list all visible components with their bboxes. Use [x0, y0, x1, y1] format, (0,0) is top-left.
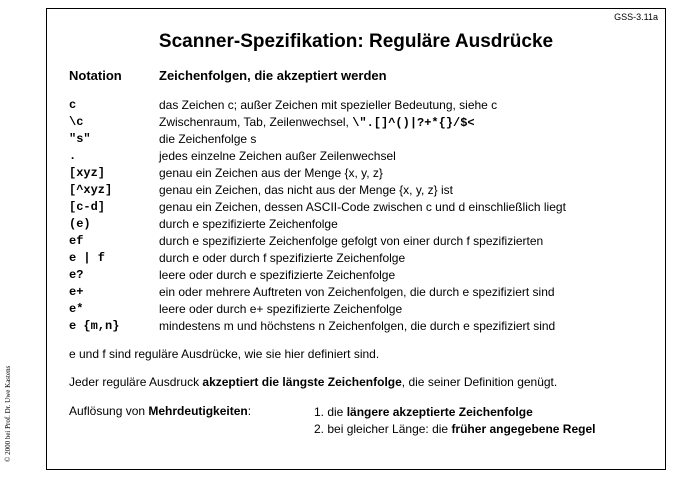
notation-cell: c	[69, 98, 77, 112]
slide-id: GSS-3.11a	[614, 12, 658, 22]
copyright-notice: © 2000 bei Prof. Dr. Uwe Kastens	[4, 365, 12, 462]
ambiguity-list	[314, 404, 595, 438]
description-cell: durch e spezifizierte Zeichenfolge gefolgt von einer durch f spezifizierten	[159, 234, 544, 248]
notation-cell: \c	[69, 115, 84, 129]
description-cell: leere oder durch e spezifizierte Zeichenfolge	[159, 268, 396, 282]
description-cell: ein oder mehrere Auftreten von Zeichenfolgen, die durch e spezifiziert sind	[159, 285, 555, 299]
notation-cell: e | f	[69, 251, 106, 265]
item-text: 2. bei gleicher Länge: die	[314, 422, 452, 436]
notation-cell: [^xyz]	[69, 183, 113, 197]
notation-cell: "s"	[69, 132, 91, 146]
definition-note: e und f sind reguläre Ausdrücke, wie sie hier definiert sind.	[69, 347, 380, 361]
special-chars: \".[]^()|?+*{}/$<	[352, 116, 475, 130]
note-text: Jeder reguläre Ausdruck	[69, 375, 203, 389]
list-item	[314, 421, 595, 438]
item-bold: früher angegebene Regel	[451, 422, 596, 436]
header-description: Zeichenfolgen, die akzeptiert werden	[159, 68, 387, 83]
notation-cell: [c-d]	[69, 200, 106, 214]
notation-cell: e {m,n}	[69, 319, 120, 333]
description-cell: mindestens m und höchstens n Zeichenfolgen, die durch e spezifiziert sind	[159, 319, 556, 333]
description-cell: jedes einzelne Zeichen außer Zeilenwechsel	[159, 149, 396, 163]
description-text: Zwischenraum, Tab, Zeilenwechsel,	[159, 115, 353, 129]
item-bold: längere akzeptierte Zeichenfolge	[346, 405, 533, 419]
description-cell: genau ein Zeichen aus der Menge {x, y, z}	[159, 166, 383, 180]
item-text: 1. die	[314, 405, 347, 419]
label-text: Auflösung von	[69, 404, 149, 418]
header-notation: Notation	[69, 68, 122, 83]
description-cell	[159, 114, 475, 132]
description-cell: genau ein Zeichen, dessen ASCII-Code zwischen c und d einschließlich liegt	[159, 200, 566, 214]
description-cell: die Zeichenfolge s	[159, 132, 257, 146]
list-item	[314, 404, 595, 421]
notation-cell: [xyz]	[69, 166, 106, 180]
notation-cell: (e)	[69, 217, 91, 231]
longest-match-note	[69, 375, 557, 389]
notation-cell: ef	[69, 234, 84, 248]
notation-cell: e+	[69, 285, 84, 299]
notation-cell: e?	[69, 268, 84, 282]
description-cell: leere oder durch e+ spezifizierte Zeichenfolge	[159, 302, 403, 316]
label-bold: Mehrdeutigkeiten	[148, 404, 248, 418]
notation-cell: e*	[69, 302, 84, 316]
description-cell: durch e spezifizierte Zeichenfolge	[159, 217, 338, 231]
description-cell: durch e oder durch f spezifizierte Zeichenfolge	[159, 251, 406, 265]
note-text: , die seiner Definition genügt.	[401, 375, 558, 389]
ambiguity-label	[69, 404, 251, 418]
notation-cell: .	[69, 149, 77, 163]
label-text: :	[247, 404, 252, 418]
slide-frame	[46, 8, 666, 470]
description-cell: genau ein Zeichen, das nicht aus der Menge {x, y, z} ist	[159, 183, 453, 197]
page-title: Scanner-Spezifikation: Reguläre Ausdrücke	[158, 31, 554, 52]
description-cell: das Zeichen c; außer Zeichen mit spezieller Bedeutung, siehe c	[159, 98, 498, 112]
note-bold: akzeptiert die längste Zeichenfolge	[202, 375, 402, 389]
